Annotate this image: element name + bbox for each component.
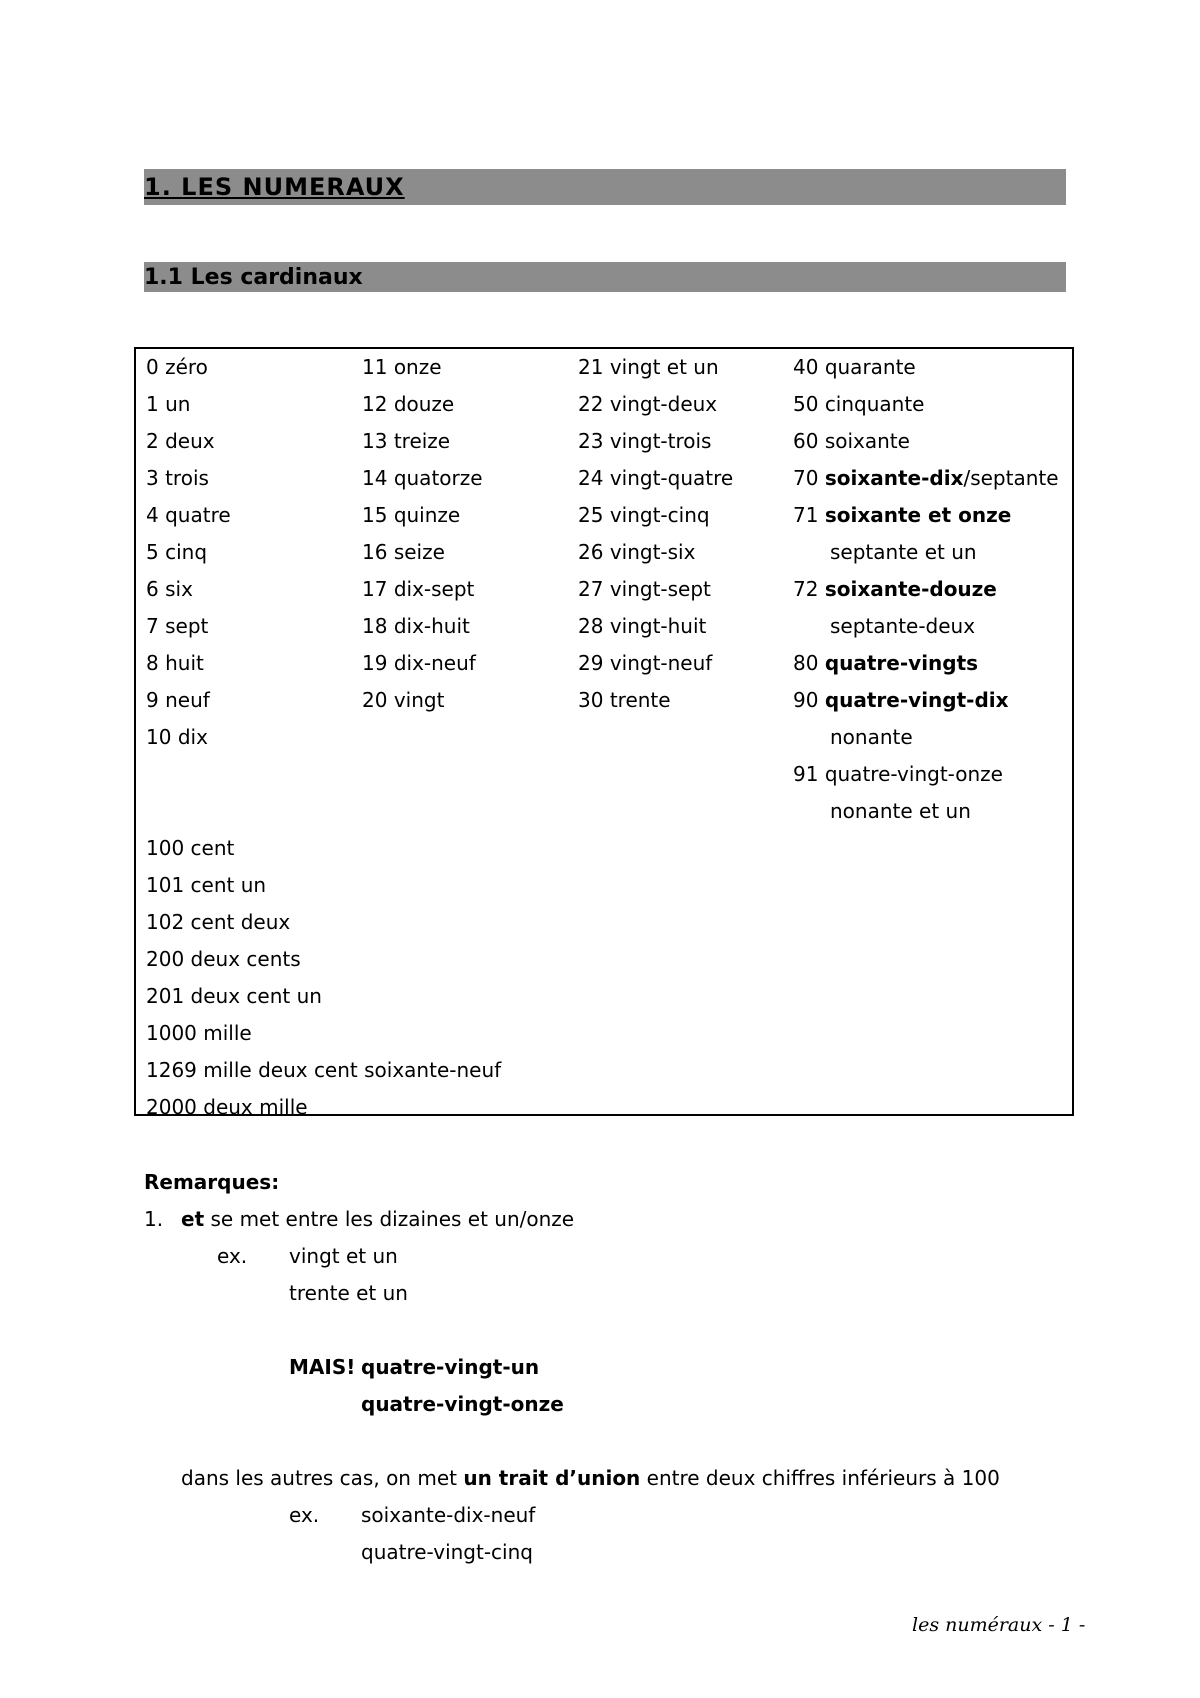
table-cell [578, 502, 710, 528]
table-cell [578, 465, 733, 491]
remark-1-number: 1. [144, 1207, 164, 1231]
mais-label: MAIS! [289, 1355, 356, 1379]
cell-number: 30 [578, 688, 604, 712]
table-cell: 101 cent un [146, 873, 267, 897]
cell-word: douze [393, 392, 455, 416]
cell-number: 17 [362, 577, 388, 601]
table-cell [578, 650, 712, 676]
table-cell [146, 539, 207, 565]
cell-word: vingt [393, 688, 445, 712]
table-cell [362, 465, 483, 491]
table-cell [146, 724, 208, 750]
cell-word: trois [165, 466, 209, 490]
cell-number: 71 [793, 503, 819, 527]
table-cell [793, 576, 997, 602]
example-item: trente et un [289, 1281, 408, 1305]
cell-word: vingt-sept [609, 577, 711, 601]
table-cell [578, 354, 719, 380]
cell-word: quatorze [393, 466, 483, 490]
table-cell: 2000 deux mille [146, 1095, 308, 1119]
table-cell [146, 428, 215, 454]
table-cell-alt: nonante [830, 725, 913, 749]
cell-word: vingt et un [609, 355, 719, 379]
section-heading: 1. LES NUMERAUX [144, 173, 405, 201]
cell-word: vingt-trois [609, 429, 712, 453]
cell-word: vingt-quatre [609, 466, 734, 490]
cell-number: 19 [362, 651, 388, 675]
cell-word: /septante [963, 466, 1059, 490]
cell-number: 15 [362, 503, 388, 527]
cell-word: soixante [824, 429, 910, 453]
cell-word: vingt-cinq [609, 503, 710, 527]
example-item: soixante-dix-neuf [361, 1503, 536, 1527]
cell-word: dix [177, 725, 208, 749]
table-cell [146, 354, 208, 380]
cell-number: 50 [793, 392, 819, 416]
table-cell [146, 465, 209, 491]
cell-number: 72 [793, 577, 819, 601]
table-cell [146, 613, 208, 639]
remark-1-rest: se met entre les dizaines et un/onze [204, 1207, 575, 1231]
cell-number: 9 [146, 688, 159, 712]
cell-number: 13 [362, 429, 388, 453]
cell-number: 21 [578, 355, 604, 379]
cell-word: un [165, 392, 191, 416]
section-heading-bar [144, 169, 1066, 205]
page-footer: les numéraux - 1 - [912, 1614, 1086, 1636]
table-cell-alt: nonante et un [830, 799, 971, 823]
cell-number: 90 [793, 688, 819, 712]
cell-number: 7 [146, 614, 159, 638]
cell-word-bold: soixante-douze [824, 577, 997, 601]
cell-word-bold: soixante et onze [824, 503, 1012, 527]
cell-word: zéro [165, 355, 208, 379]
cell-number: 80 [793, 651, 819, 675]
example-label: ex. [289, 1503, 320, 1527]
cell-word: sept [165, 614, 209, 638]
cell-number: 26 [578, 540, 604, 564]
table-cell [362, 502, 460, 528]
cell-number: 4 [146, 503, 159, 527]
table-cell [362, 539, 445, 565]
table-cell [793, 650, 978, 676]
remark-1-text [181, 1206, 574, 1232]
table-cell [362, 650, 476, 676]
cell-word-bold: soixante-dix [824, 466, 964, 490]
cell-number: 25 [578, 503, 604, 527]
cell-number: 27 [578, 577, 604, 601]
remarks-title: Remarques: [144, 1170, 280, 1194]
table-cell [578, 428, 711, 454]
cell-word: huit [165, 651, 204, 675]
cell-word: quarante [824, 355, 916, 379]
example-item: vingt et un [289, 1244, 398, 1268]
table-cell [146, 687, 210, 713]
cell-number: 28 [578, 614, 604, 638]
cell-number: 22 [578, 392, 604, 416]
table-cell [146, 576, 193, 602]
subsection-heading-bar [144, 262, 1066, 292]
table-cell [146, 502, 231, 528]
cell-number: 6 [146, 577, 159, 601]
cell-word: vingt-neuf [609, 651, 713, 675]
cell-word: vingt-six [609, 540, 696, 564]
cell-word: dix-sept [393, 577, 475, 601]
table-cell [146, 650, 204, 676]
cell-word: cinq [165, 540, 208, 564]
table-cell [146, 391, 190, 417]
cell-word: neuf [165, 688, 210, 712]
table-cell [793, 354, 916, 380]
table-cell [578, 539, 695, 565]
table-cell [362, 391, 454, 417]
remark-2-text [181, 1465, 1000, 1491]
cell-word: seize [393, 540, 445, 564]
table-cell-alt: septante et un [830, 540, 977, 564]
table-cell [793, 761, 1003, 787]
cell-number: 14 [362, 466, 388, 490]
cell-number: 40 [793, 355, 819, 379]
example-item: quatre-vingt-cinq [361, 1540, 533, 1564]
cell-number: 2 [146, 429, 159, 453]
cell-number: 8 [146, 651, 159, 675]
table-cell-alt: septante-deux [830, 614, 976, 638]
table-cell [578, 576, 711, 602]
mais-example: quatre-vingt-un [361, 1355, 540, 1379]
table-cell: 100 cent [146, 836, 235, 860]
table-cell: 201 deux cent un [146, 984, 322, 1008]
cell-number: 29 [578, 651, 604, 675]
table-cell [793, 391, 925, 417]
cell-number: 70 [793, 466, 819, 490]
mais-example: quatre-vingt-onze [361, 1392, 564, 1416]
cardinals-table [134, 347, 1074, 1119]
cell-number: 60 [793, 429, 819, 453]
table-cell [362, 428, 450, 454]
cell-number: 20 [362, 688, 388, 712]
cell-word: vingt-deux [609, 392, 718, 416]
remark-1-keyword: et [181, 1207, 205, 1231]
cell-word: quatre [165, 503, 231, 527]
cell-number: 1 [146, 392, 159, 416]
table-cell [362, 613, 470, 639]
cell-word: cinquante [824, 392, 925, 416]
cell-word: trente [609, 688, 671, 712]
cell-number: 12 [362, 392, 388, 416]
remark-2-keyword: un trait d’union [463, 1466, 641, 1490]
cell-number: 16 [362, 540, 388, 564]
table-cell [793, 502, 1011, 528]
cell-word: six [165, 577, 193, 601]
cell-word: onze [393, 355, 442, 379]
cell-word-bold: quatre-vingts [824, 651, 979, 675]
table-cell: 1000 mille [146, 1021, 252, 1045]
table-cell: 200 deux cents [146, 947, 301, 971]
cell-word: quatre-vingt-onze [824, 762, 1003, 786]
cell-number: 18 [362, 614, 388, 638]
table-cell [793, 428, 910, 454]
table-cell [578, 613, 706, 639]
cell-number: 24 [578, 466, 604, 490]
table-cell [793, 687, 1009, 713]
cell-number: 11 [362, 355, 388, 379]
cell-word: deux [165, 429, 215, 453]
table-cell: 1269 mille deux cent soixante-neuf [146, 1058, 502, 1082]
table-cell [578, 391, 717, 417]
cell-number: 0 [146, 355, 159, 379]
cell-word: dix-neuf [393, 651, 476, 675]
cell-word: dix-huit [393, 614, 470, 638]
table-cell [362, 576, 474, 602]
table-cell: 102 cent deux [146, 910, 291, 934]
table-cell [793, 465, 1059, 491]
cell-number: 23 [578, 429, 604, 453]
cell-word: treize [393, 429, 451, 453]
cell-number: 91 [793, 762, 819, 786]
cell-number: 5 [146, 540, 159, 564]
cell-word-bold: quatre-vingt-dix [824, 688, 1009, 712]
cell-number: 10 [146, 725, 172, 749]
remark-2-pre: dans les autres cas, on met [181, 1466, 464, 1490]
table-cell [362, 687, 444, 713]
table-cell [578, 687, 671, 713]
cell-word: vingt-huit [609, 614, 707, 638]
remark-2-post: entre deux chiffres inférieurs à 100 [640, 1466, 1000, 1490]
cell-word: quinze [393, 503, 461, 527]
cell-number: 3 [146, 466, 159, 490]
table-cell [362, 354, 442, 380]
subsection-heading: 1.1 Les cardinaux [144, 265, 363, 290]
example-label: ex. [217, 1244, 248, 1268]
